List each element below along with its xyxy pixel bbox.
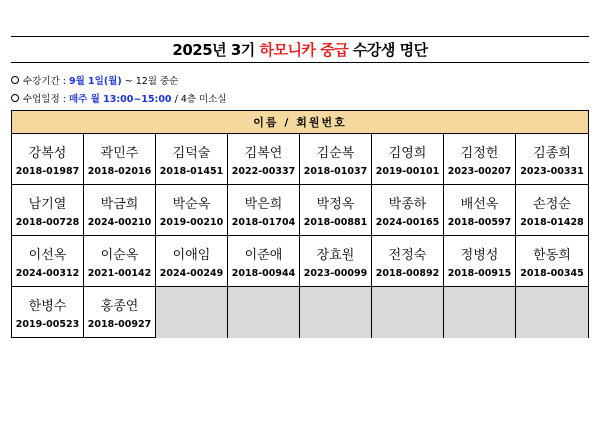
member-number: 2022-00337 [231,165,296,177]
student-cell [12,185,84,236]
member-number: 2024-00210 [87,216,152,228]
student-name: 곽민주 [100,145,139,161]
student-cell [516,134,588,185]
student-name: 손정순 [533,196,571,212]
student-cell [12,287,84,338]
student-name: 김순복 [316,145,355,161]
student-name: 김정헌 [460,145,499,161]
student-cell [84,185,156,236]
member-number: 2018-01037 [303,165,368,177]
student-cell [156,236,228,287]
student-cell [372,236,444,287]
student-name: 박순옥 [172,196,211,212]
member-number: 2018-01987 [15,165,80,177]
student-name: 이순옥 [100,247,139,263]
roster-header: 이름 / 회원번호 [12,111,588,134]
period-rest: ~ 12월 중순 [121,76,179,87]
student-cell [12,236,84,287]
period-value: 9월 1일(월) [68,76,122,87]
member-number: 2019-00101 [375,165,440,177]
member-number: 2018-00892 [375,267,440,279]
circle-bullet-icon [11,76,19,84]
schedule-rest: / 4층 미소실 [171,94,227,105]
student-name: 박정옥 [316,196,355,212]
member-number: 2018-01704 [231,216,296,228]
member-number: 2019-00523 [15,319,80,330]
student-cell [372,134,444,185]
member-number: 2024-00312 [15,267,80,279]
roster-grid [12,134,588,338]
course-period [11,73,178,87]
student-name: 이준애 [244,247,283,263]
title-part1: 2025년 3기 [172,41,260,59]
empty-cell [228,287,300,338]
member-number: 2018-00915 [447,267,512,279]
student-cell [84,236,156,287]
empty-cell [372,287,444,338]
student-name: 전정숙 [388,247,427,263]
student-name: 박금희 [100,196,139,212]
student-cell [516,185,588,236]
student-name: 박종하 [388,196,427,212]
student-name: 한동희 [533,247,571,263]
member-number: 2019-00210 [159,216,224,228]
student-name: 이선옥 [28,247,67,263]
student-name: 배선옥 [460,196,499,212]
student-cell [228,236,300,287]
title-part2: 수강생 명단 [348,41,428,59]
student-cell [300,236,372,287]
member-number: 2018-00944 [231,267,296,279]
student-cell [300,185,372,236]
schedule-label: 수업일정 : [23,94,69,105]
course-schedule [11,91,227,105]
student-name: 김영희 [388,145,427,161]
student-cell [84,287,156,338]
student-name: 김종희 [533,145,571,161]
period-label: 수강기간 : [23,76,69,87]
student-name: 한병수 [28,299,67,314]
student-cell [84,134,156,185]
page-title [11,36,589,63]
student-cell [300,134,372,185]
student-cell [156,134,228,185]
member-number: 2018-00881 [303,216,368,228]
member-number: 2023-00207 [447,165,512,177]
student-cell [228,134,300,185]
member-number: 2018-01428 [520,216,584,228]
member-number: 2018-00728 [15,216,80,228]
empty-cell [444,287,516,338]
student-cell [444,185,516,236]
student-cell [156,185,228,236]
member-number: 2018-02016 [87,165,152,177]
student-cell [228,185,300,236]
member-number: 2024-00249 [159,267,224,279]
student-cell [444,134,516,185]
member-number: 2018-00345 [520,267,584,279]
student-name: 남기열 [28,196,67,212]
student-name: 이애임 [172,247,211,263]
member-number: 2024-00165 [375,216,440,228]
student-name: 김덕술 [172,145,211,161]
member-number: 2023-00331 [520,165,584,177]
empty-cell [300,287,372,338]
student-cell [516,236,588,287]
member-number: 2018-00927 [87,319,152,330]
student-name: 홍종연 [100,299,139,314]
student-name: 정병성 [460,247,499,263]
student-cell [444,236,516,287]
member-number: 2018-00597 [447,216,512,228]
member-number: 2021-00142 [87,267,152,279]
student-roster-table [11,110,589,338]
member-number: 2023-00099 [303,267,368,279]
student-name: 김복연 [244,145,283,161]
student-name: 강복성 [28,145,67,161]
student-name: 장효원 [316,247,355,263]
empty-cell [516,287,588,338]
title-course-name: 하모니카 중급 [259,41,349,59]
student-name: 박은희 [244,196,283,212]
member-number: 2018-01451 [159,165,224,177]
schedule-value: 매주 월 13:00~15:00 [68,94,172,105]
student-cell [372,185,444,236]
circle-bullet-icon [11,94,19,102]
student-cell [12,134,84,185]
empty-cell [156,287,228,338]
